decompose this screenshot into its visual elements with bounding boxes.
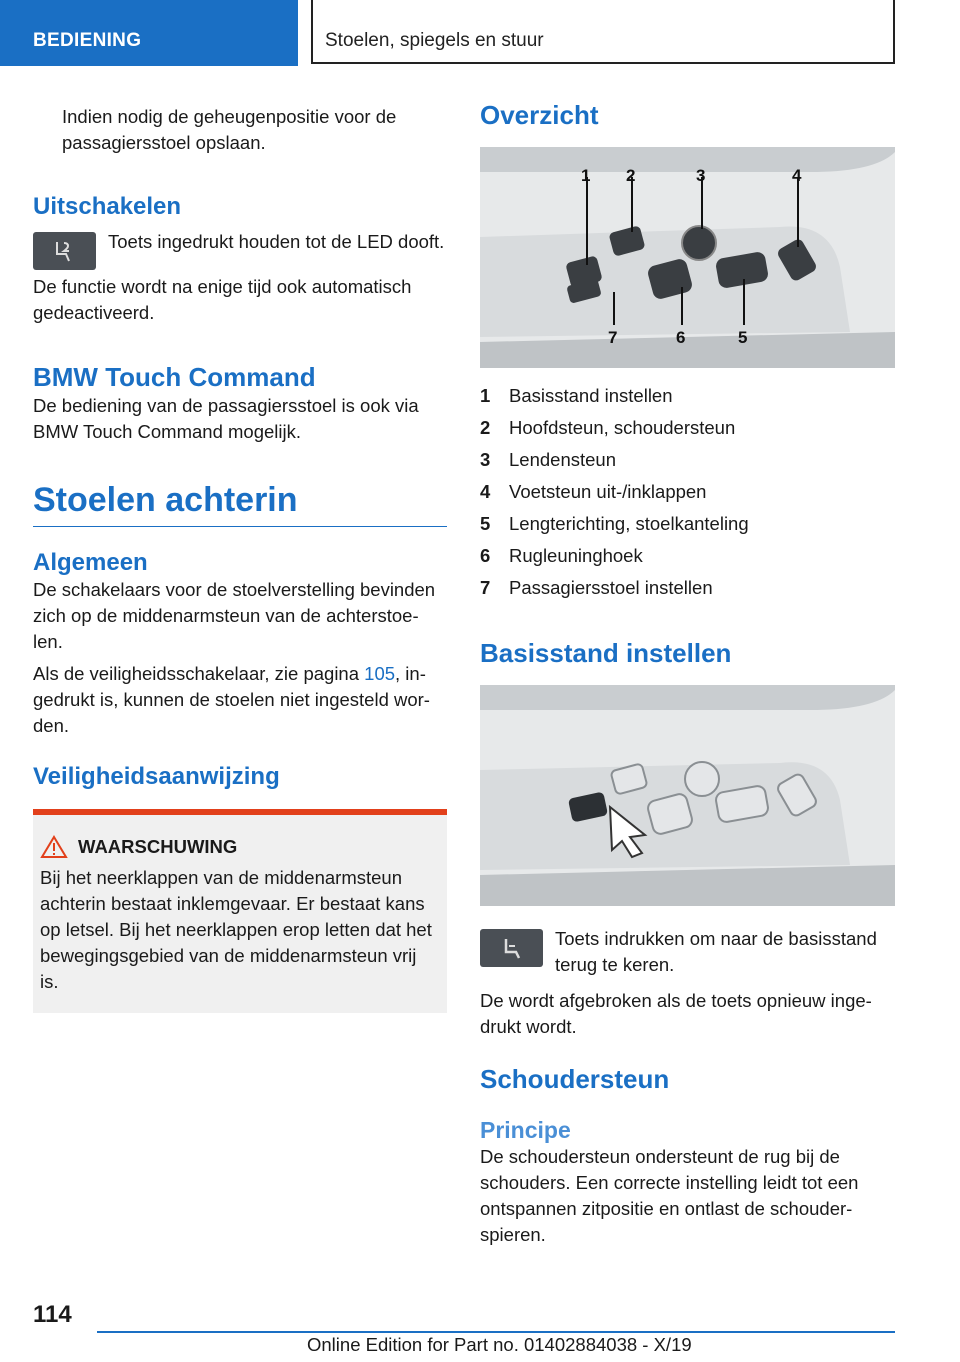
legend-item: 4 Voetsteun uit-/inklappen <box>480 481 707 502</box>
uitschakelen-row <box>33 229 447 270</box>
warning-triangle-icon <box>40 835 68 859</box>
warning-box <box>33 809 447 1013</box>
seat-controls-figure <box>480 147 895 368</box>
figure-label-5: 5 <box>738 328 748 347</box>
warning-text: Bij het neerklappen van de middenarmsteun achterin bestaat inklemgevaar. Er bestaat kans op letsel. Bij het neerklappen erop letten dat het bewegingsgebied van de middenarmsteun vrij is. <box>40 867 432 992</box>
abort-text: De wordt afgebroken als de toets opnieuw inge-drukt wordt. <box>480 990 872 1037</box>
legend-item: 7 Passagiersstoel instellen <box>480 577 713 598</box>
left-column <box>33 100 447 1013</box>
figure-label-6: 6 <box>676 328 686 347</box>
uitschakelen-heading: Uitschakelen <box>33 193 182 220</box>
overview-heading: Overzicht <box>480 100 599 130</box>
page-link[interactable]: 105 <box>364 663 396 684</box>
section-tab[interactable]: BEDIENING <box>0 0 298 66</box>
general-text: De schakelaars voor de stoelverstelling bevinden zich op de middenarmsteun van de achterstoe-len. <box>33 579 436 652</box>
page-header <box>0 0 960 66</box>
seat-reset-button-icon <box>480 929 543 967</box>
legend-item: 3 Lendensteun <box>480 449 616 470</box>
general-heading: Algemeen <box>33 549 148 576</box>
basis-row <box>480 926 895 978</box>
basis-text: Toets indrukken om naar de basisstand terug te keren. <box>555 928 877 975</box>
page-number: 114 <box>33 1301 72 1328</box>
legend-list <box>480 380 895 604</box>
figure-label-4: 4 <box>792 166 802 185</box>
figure-label-1: 1 <box>581 166 591 185</box>
shoulder-heading: Schoudersteun <box>480 1064 670 1094</box>
rear-seats-heading: Stoelen achterin <box>33 481 447 527</box>
legend-item: 5 Lengterichting, stoelkanteling <box>480 513 749 534</box>
figure-label-3: 3 <box>696 166 706 185</box>
safety-switch-text: Als de veiligheidsschakelaar, zie pagina 105, in-gedrukt is, kunnen de stoelen niet ingesteld wor-den. <box>33 663 430 736</box>
safety-heading: Veiligheidsaanwijzing <box>33 763 280 790</box>
legend-item: 6 Rugleuninghoek <box>480 545 643 566</box>
touch-command-text: De bediening van de passagiersstoel is ook via BMW Touch Command mogelijk. <box>33 395 419 442</box>
edition-text: Online Edition for Part no. 01402884038 - X/19 <box>307 1334 692 1355</box>
intro-text: Indien nodig de geheugenpositie voor de passagiersstoel opslaan. <box>62 106 397 153</box>
figure-label-7: 7 <box>608 328 618 347</box>
basis-heading: Basisstand instellen <box>480 638 732 668</box>
right-column <box>480 100 895 1248</box>
figure-label-2: 2 <box>626 166 636 185</box>
uitschakelen-text: Toets ingedrukt houden tot de LED dooft. <box>108 231 445 252</box>
touch-command-heading: BMW Touch Command <box>33 362 316 392</box>
principle-text: De schoudersteun ondersteunt de rug bij de schouders. Een correcte instelling leidt tot een ontspannen zitpositie en ontlast de schouder-spieren. <box>480 1146 859 1245</box>
basis-figure <box>480 685 895 906</box>
chapter-title: Stoelen, spiegels en stuur <box>311 0 895 64</box>
memory-seat-button-icon <box>33 232 96 270</box>
legend-item: 1 Basisstand instellen <box>480 385 673 406</box>
legend-item: 2 Hoofdsteun, schoudersteun <box>480 417 736 438</box>
principle-heading: Principe <box>480 1117 571 1143</box>
warning-title: WAARSCHUWING <box>40 835 439 859</box>
uitschakelen-auto-text: De functie wordt na enige tijd ook automatisch gedeactiveerd. <box>33 276 412 323</box>
footer-divider <box>97 1331 895 1333</box>
